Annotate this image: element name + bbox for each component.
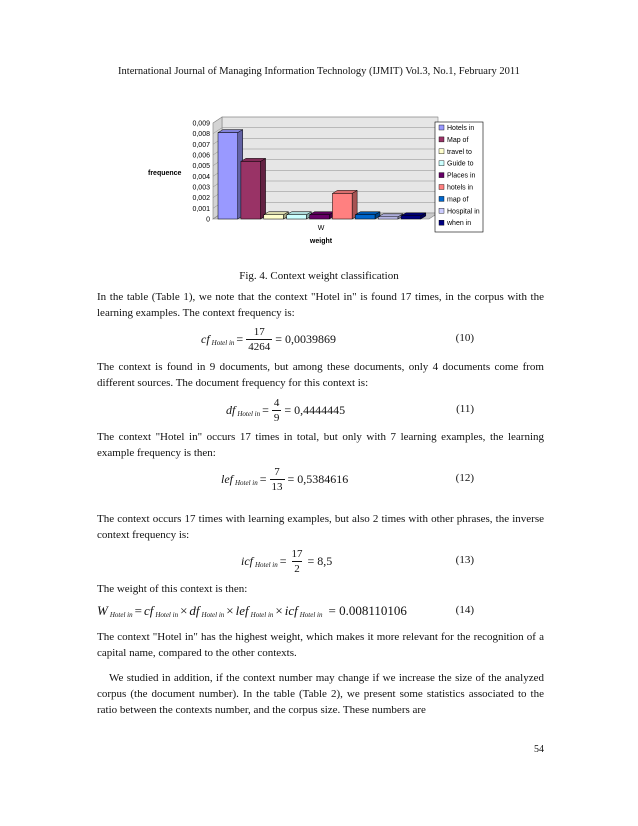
chart-legend-label: travel to (447, 148, 472, 156)
eq13-equals: = (279, 553, 287, 568)
chart-legend-label: Hotels in (447, 125, 475, 132)
paragraph-weight-intro: The weight of this context is then: (97, 583, 248, 595)
chart-x-category-label: W (317, 225, 325, 232)
chart-legend-label: map of (447, 196, 469, 204)
context-weight-chart (143, 112, 495, 252)
chart-bar (287, 215, 307, 219)
eq13-fraction (290, 547, 305, 576)
eq11-label: (11) (456, 403, 474, 415)
chart-legend-label: when in (447, 220, 472, 228)
paragraph-learning-example-frequency: The context "Hotel in" occurs 17 times in total, but only with 7 learning examples, the learning example frequency is then: (97, 431, 544, 459)
eq10-label: (10) (455, 332, 474, 344)
equation-14 (97, 594, 544, 628)
eq12-denominator: 13 (271, 480, 283, 493)
eq11-result: = 0,4444445 (284, 402, 346, 417)
eq10-subscript: Hotel in (211, 339, 235, 347)
eq11-subscript: Hotel in (237, 410, 261, 418)
chart-y-tick-label: 0,005 (192, 163, 210, 171)
chart-y-tick-label: 0,001 (192, 205, 210, 213)
eq11-numerator: 4 (273, 396, 280, 409)
eq14-icf-subscript: Hotel in (299, 611, 323, 619)
chart-bar (378, 217, 398, 219)
chart-y-tick-label: 0,004 (192, 173, 210, 181)
equation-12 (97, 462, 544, 496)
eq14-weight-symbol: W (97, 603, 108, 618)
equation-13 (97, 544, 544, 578)
chart-legend-swatch (439, 208, 444, 213)
eq13-symbol: icf (241, 553, 253, 568)
chart-y-tick-label: 0,003 (192, 184, 210, 192)
chart-legend-swatch (439, 220, 444, 225)
paragraph-context-frequency: In the table (Table 1), we note that the context "Hotel in" is found 17 times, in the corpus with the learning examples. The context frequency is: (97, 291, 544, 319)
chart-legend-swatch (439, 173, 444, 178)
eq13-label: (13) (455, 554, 474, 566)
chart-bar-side (261, 158, 266, 219)
chart-x-axis-label: weight (309, 238, 333, 245)
chart-y-tick-label: 0,006 (192, 152, 210, 160)
chart-bar (401, 216, 421, 219)
eq14-lef-subscript: Hotel in (250, 611, 274, 619)
chart-bar (332, 193, 352, 219)
chart-bar (218, 133, 238, 219)
eq14-times-2: × (226, 603, 234, 618)
eq12-result: = 0,5384616 (287, 471, 349, 486)
chart-y-tick-label: 0,007 (192, 141, 210, 149)
figure-caption: Fig. 4. Context weight classification (239, 270, 399, 282)
eq13-numerator: 17 (291, 547, 303, 560)
paragraph-inverse-context-frequency: The context occurs 17 times with learning examples, but also 2 times with other phrases, the inverse context frequency is: (97, 513, 544, 541)
chart-bar (264, 215, 284, 219)
eq12-numerator: 7 (274, 465, 280, 478)
chart-y-tick-label: 0 (206, 216, 210, 224)
chart-bar (241, 161, 261, 219)
eq10-fraction (246, 325, 272, 354)
chart-y-tick-label: 0,002 (192, 195, 210, 203)
eq14-cf-subscript: Hotel in (155, 611, 179, 619)
eq14-cf-symbol: cf (143, 603, 154, 618)
eq11-fraction (272, 396, 282, 425)
chart-legend-swatch (439, 196, 444, 201)
eq12-label: (12) (455, 472, 474, 484)
eq12-equals: = (259, 471, 267, 486)
eq13-subscript: Hotel in (255, 561, 278, 569)
eq11-equals: = (262, 402, 269, 417)
eq10-symbol: cf (201, 331, 210, 346)
chart-bar (310, 215, 330, 219)
paragraph-document-frequency: The context is found in 9 documents, but among these documents, only 4 documents come from different sources. The document frequency for this context is: (97, 361, 544, 389)
equation-11 (97, 393, 544, 427)
chart-bar (355, 215, 375, 219)
chart-legend-label: hotels in (447, 184, 474, 192)
paragraph-highest-weight: The context "Hotel in" has the highest weight, which makes it more relevant for the recognition of a capital name, compared to the other contexts. (97, 631, 544, 659)
eq12-subscript: Hotel in (235, 479, 258, 487)
eq14-result: = 0.008110106 (328, 603, 407, 618)
eq11-symbol: df (226, 402, 236, 417)
eq10-denominator: 4264 (248, 340, 271, 353)
eq13-result: = 8,5 (307, 553, 333, 568)
eq14-equals: = (134, 603, 142, 618)
chart-legend-label: Guide to (447, 160, 474, 168)
eq10-numerator: 17 (253, 325, 265, 338)
chart-legend-swatch (439, 125, 444, 130)
chart-legend-swatch (439, 161, 444, 166)
eq12-fraction (270, 465, 285, 494)
chart-legend-swatch (439, 137, 444, 142)
eq11-denominator: 9 (273, 411, 280, 424)
paragraph-corpus-size: We studied in addition, if the context number may change if we increase the size of the analyzed corpus (the document number). In the table (Table 2), we present some statistics associated to the ratio between the contexts number, and the corpus size. These numbers are (97, 672, 544, 716)
eq14-times-3: × (275, 603, 283, 618)
eq14-icf-symbol: icf (284, 603, 298, 618)
eq14-df-symbol: df (189, 603, 200, 618)
eq10-equals: = (236, 331, 244, 346)
eq12-symbol: lef (221, 471, 233, 486)
equation-10 (97, 322, 544, 356)
eq14-times-1: × (180, 603, 188, 618)
chart-legend-swatch (439, 185, 444, 190)
chart-y-axis-label: frequence (148, 170, 182, 177)
chart-legend-label: Hospital in (447, 208, 480, 216)
chart-y-tick-label: 0,008 (192, 131, 210, 139)
page-number: 54 (534, 744, 544, 755)
eq13-denominator: 2 (294, 562, 300, 575)
chart-legend-label: Map of (447, 136, 469, 144)
eq14-weight-subscript: Hotel in (109, 611, 133, 619)
chart-legend-label: Places in (447, 172, 476, 180)
eq14-label: (14) (455, 604, 474, 616)
journal-header: International Journal of Managing Information Technology (IJMIT) Vol.3, No.1, February 2011 (118, 66, 520, 77)
chart-legend-swatch (439, 149, 444, 154)
chart-y-tick-label: 0,009 (192, 120, 210, 128)
eq14-df-subscript: Hotel in (201, 611, 225, 619)
eq14-lef-symbol: lef (235, 603, 249, 618)
eq10-result: = 0,0039869 (275, 331, 336, 346)
